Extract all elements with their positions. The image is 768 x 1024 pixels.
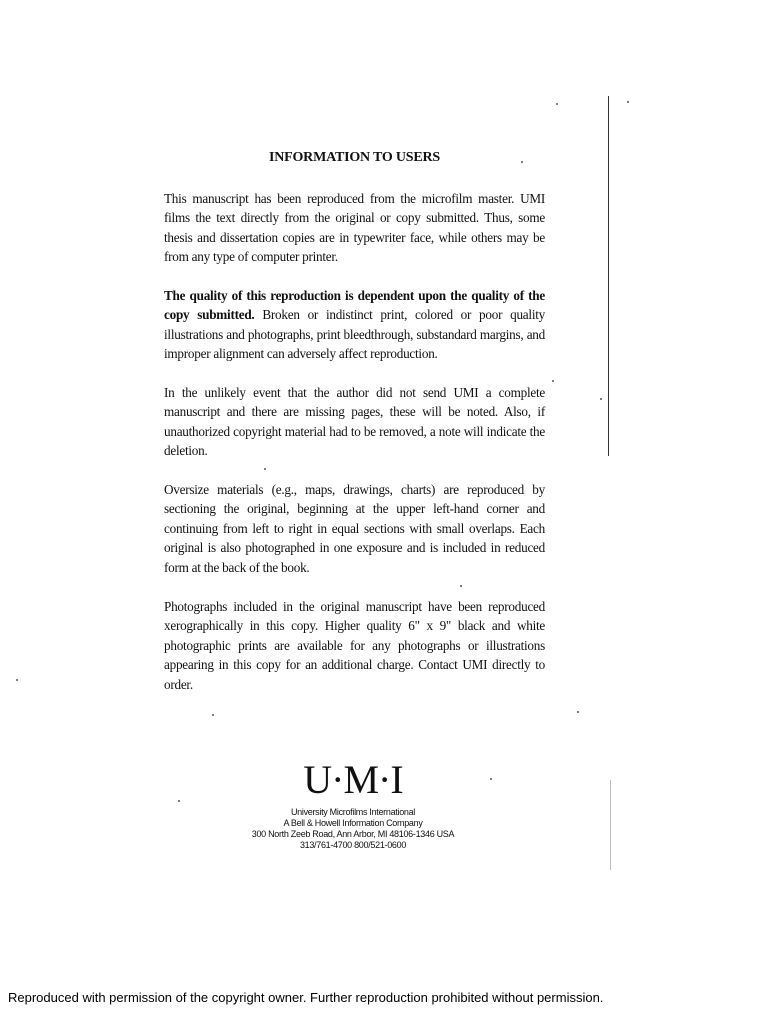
address-line: University Microfilms International: [290, 807, 416, 817]
scan-speck: [264, 468, 266, 470]
paragraph-quality: [164, 286, 545, 364]
scan-speck: [577, 711, 579, 713]
publisher-address: [230, 807, 476, 851]
scan-speck: [556, 103, 558, 105]
scan-edge-line-lower: [610, 780, 611, 870]
scan-speck: [490, 778, 492, 780]
scan-speck: [552, 380, 554, 382]
page-title: INFORMATION TO USERS: [268, 150, 441, 165]
address-line: 313/761-4700 800/521-0600: [299, 840, 407, 850]
paragraph-text: Broken or indistinct print, colored or poor quality illustrations and photographs, print bleedthrough, substandard margins, and improper alignment can adversely affect reproduction.: [164, 307, 545, 362]
copyright-notice: Reproduced with permission of the copyright owner. Further reproduction prohibited without permission.: [8, 990, 604, 1005]
paragraph-oversize: [164, 480, 545, 577]
scan-speck: [460, 585, 462, 587]
paragraph-reproduction: [164, 189, 545, 267]
paragraph-lead: The quality of this reproduction is dependent upon the quality of the copy submitted.: [164, 288, 545, 323]
scan-speck: [600, 398, 602, 400]
paragraph-photographs: [164, 597, 545, 694]
paragraph-text: This manuscript has been reproduced from the microfilm master. UMI films the text directly from the original or copy submitted. Thus, some thesis and dissertation copies are in typewriter face, while others may be from any type of computer printer.: [164, 191, 545, 265]
address-line: A Bell & Howell Information Company: [283, 818, 423, 828]
scan-speck: [178, 800, 180, 802]
umi-logo: U·M·I: [303, 757, 403, 802]
paragraph-missing-pages: [164, 383, 545, 461]
paragraph-text: In the unlikely event that the author did not send UMI a complete manuscript and there are missing pages, these will be noted. Also, if unauthorized copyright material had to be removed, a note will indicate the deletion.: [164, 385, 545, 459]
scan-speck: [212, 714, 214, 716]
scan-speck: [627, 101, 629, 103]
scan-edge-line: [608, 96, 609, 456]
paragraph-text: Oversize materials (e.g., maps, drawings, charts) are reproduced by sectioning the original, beginning at the upper left-hand corner and continuing from left to right in equal sections with small overlaps. Each original is also photographed in one exposure and is included in reduced form at the back of the book.: [164, 482, 545, 575]
paragraph-text: Photographs included in the original manuscript have been reproduced xerographically in this copy. Higher quality 6" x 9" black and white photographic prints are available for any photographs or illustrations appearing in this copy for an additional charge. Contact UMI directly to order.: [164, 599, 545, 692]
address-line: 300 North Zeeb Road, Ann Arbor, MI 48106-1346 USA: [251, 829, 455, 839]
scan-speck: [16, 679, 18, 681]
